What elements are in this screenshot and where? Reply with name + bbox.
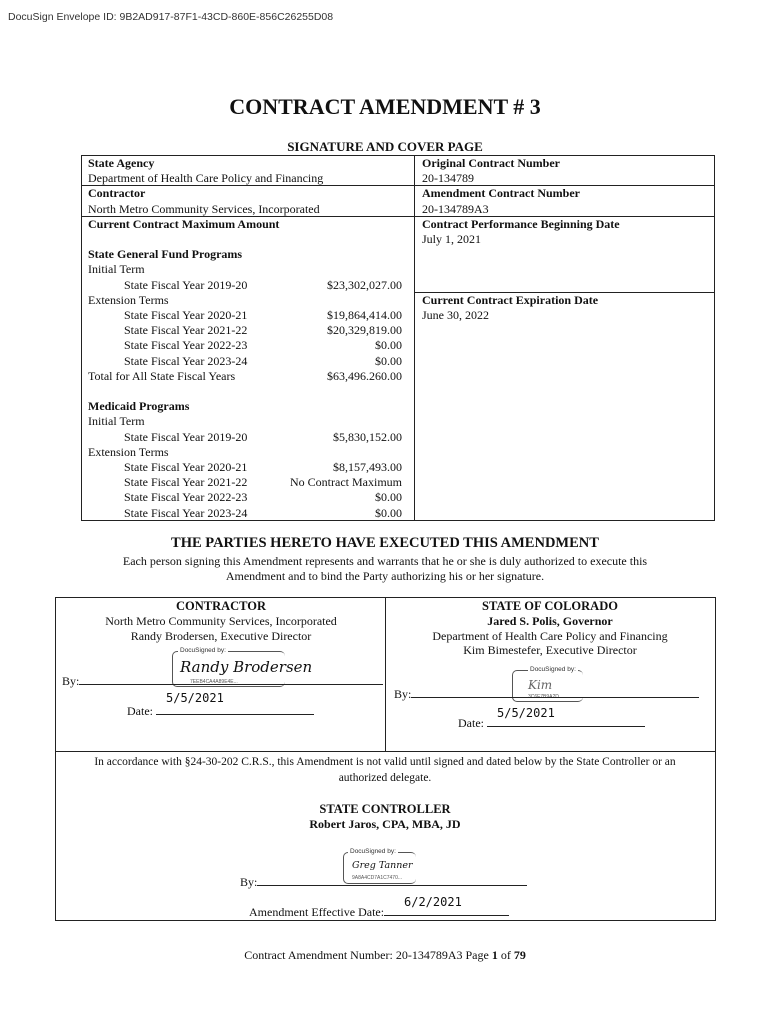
controller-date-value: 6/2/2021	[404, 895, 462, 909]
general-fund-extension-fiscal-year-label: State Fiscal Year 2021-22	[124, 323, 248, 338]
contractor-label: Contractor	[88, 186, 146, 201]
general-fund-initial-row	[88, 278, 408, 293]
document-title: CONTRACT AMENDMENT # 3	[229, 94, 541, 119]
general-fund-extension-row	[88, 354, 408, 369]
state-heading: STATE OF COLORADO	[482, 599, 618, 613]
amendment-number-label: Amendment Contract Number	[422, 186, 580, 201]
cover-right-column	[422, 156, 707, 247]
contractor-signer: Randy Brodersen, Executive Director	[130, 629, 312, 643]
medicaid-initial-row	[88, 430, 408, 445]
medicaid-initial-term: Initial Term	[88, 414, 145, 429]
parties-heading: THE PARTIES HERETO HAVE EXECUTED THIS AMENDMENT	[171, 535, 599, 551]
general-fund-initial-amount: $23,302,027.00	[327, 277, 402, 292]
general-fund-extension-amount: $19,864,414.00	[327, 308, 402, 323]
state-department: Department of Health Care Policy and Financing	[432, 629, 668, 643]
document-subtitle: SIGNATURE AND COVER PAGE	[287, 139, 483, 154]
medicaid-extension-fiscal-year-label: State Fiscal Year 2022-23	[124, 490, 248, 505]
contractor-value: North Metro Community Services, Incorporated	[88, 201, 320, 216]
original-number-value: 20-134789	[422, 171, 474, 186]
medicaid-initial-amount: $5,830,152.00	[333, 429, 402, 444]
general-fund-extension-fiscal-year-label: State Fiscal Year 2020-21	[124, 308, 248, 323]
medicaid-heading: Medicaid Programs	[88, 399, 190, 414]
contractor-date-line	[127, 704, 314, 719]
general-fund-initial-fiscal-year-label: State Fiscal Year 2019-20	[124, 277, 248, 292]
begin-date-value: July 1, 2021	[422, 232, 482, 247]
state-agency-label: State Agency	[88, 156, 155, 170]
state-by-line	[394, 687, 699, 702]
controller-notice-line2: authorized delegate.	[338, 772, 432, 784]
contractor-signature-id: 7EEB4CA4A89E4E...	[190, 679, 238, 685]
contractor-signature: Randy Brodersen	[180, 658, 313, 676]
medicaid-extension-row	[88, 490, 408, 505]
general-fund-total-value: $63,496.260.00	[327, 368, 402, 383]
max-amount-label: Current Contract Maximum Amount	[88, 216, 280, 231]
medicaid-initial-fiscal-year-label: State Fiscal Year 2019-20	[124, 429, 248, 444]
general-fund-extension-amount: $0.00	[375, 353, 402, 368]
parties-statement-line2: Amendment and to bind the Party authorizing his or her signature.	[225, 569, 545, 583]
contractor-name: North Metro Community Services, Incorporated	[105, 614, 337, 628]
controller-date-label: Amendment Effective Date:	[249, 905, 385, 919]
controller-name: Robert Jaros, CPA, MBA, JD	[309, 817, 461, 831]
controller-date-line	[249, 905, 509, 920]
general-fund-extension-amount: $20,329,819.00	[327, 323, 402, 338]
state-date-line	[458, 716, 645, 731]
page-footer	[0, 948, 770, 963]
general-fund-heading: State General Fund Programs	[88, 247, 243, 262]
state-by-label: By:	[394, 687, 412, 701]
general-fund-initial-term: Initial Term	[88, 262, 145, 277]
state-signer: Kim Bimestefer, Executive Director	[463, 643, 637, 657]
begin-date-label: Contract Performance Beginning Date	[422, 216, 620, 231]
expiration-date-label: Current Contract Expiration Date	[422, 293, 599, 307]
amendment-number-value: 20-134789A3	[422, 201, 489, 216]
medicaid-extension-fiscal-year-label: State Fiscal Year 2023-24	[124, 505, 248, 520]
contractor-by-label: By:	[62, 674, 80, 688]
contractor-by-line	[62, 674, 383, 689]
state-governor: Jared S. Polis, Governor	[487, 614, 613, 628]
controller-by-label: By:	[240, 875, 258, 889]
general-fund-extension-amount: $0.00	[375, 338, 402, 353]
state-agency-value: Department of Health Care Policy and Financing	[88, 171, 324, 186]
state-signature: Kim	[528, 678, 553, 692]
medicaid-extension-row	[88, 506, 408, 521]
cover-left-column	[88, 156, 408, 521]
state-date-label: Date:	[458, 716, 484, 730]
expiration-date-value: June 30, 2022	[422, 308, 489, 323]
medicaid-extension-fiscal-year-label: State Fiscal Year 2020-21	[124, 459, 248, 474]
footer-page-total: 79	[513, 948, 526, 962]
controller-signature: Greg Tanner	[352, 860, 413, 871]
medicaid-extension-row	[88, 475, 408, 490]
footer-of: of	[497, 948, 514, 962]
general-fund-extension-row	[88, 338, 408, 353]
general-fund-total-label: Total for All State Fiscal Years	[88, 368, 236, 383]
medicaid-extension-row	[88, 460, 408, 475]
contractor-heading: CONTRACTOR	[175, 599, 267, 613]
general-fund-extension-terms: Extension Terms	[88, 292, 169, 307]
general-fund-extension-row	[88, 323, 408, 338]
medicaid-extension-amount: $0.00	[375, 505, 402, 520]
contractor-date-label: Date:	[127, 704, 153, 718]
state-docusigned-label: DocuSigned by:	[530, 666, 576, 673]
state-date-value: 5/5/2021	[497, 706, 555, 720]
medicaid-extension-amount: $0.00	[375, 490, 402, 505]
medicaid-extension-fiscal-year-label: State Fiscal Year 2021-22	[124, 475, 248, 490]
controller-by-line	[240, 875, 527, 890]
footer-page-number: 1	[491, 948, 498, 962]
controller-notice-line1: In accordance with §24-30-202 C.R.S., this Amendment is not valid until signed and dated below by the State Controller or an	[94, 756, 676, 768]
medicaid-extension-amount: No Contract Maximum	[290, 475, 402, 490]
medicaid-extension-amount: $8,157,493.00	[333, 459, 402, 474]
medicaid-extension-terms: Extension Terms	[88, 444, 169, 459]
contractor-date-value: 5/5/2021	[166, 691, 224, 705]
parties-statement-line1: Each person signing this Amendment represents and warrants that he or she is duly authorized to execute this	[122, 554, 648, 568]
general-fund-extension-fiscal-year-label: State Fiscal Year 2022-23	[124, 338, 248, 353]
footer-text: Contract Amendment Number: 20-134789A3 Page	[244, 948, 492, 962]
controller-docusigned-label: DocuSigned by:	[350, 848, 396, 855]
contractor-docusigned-label: DocuSigned by:	[180, 647, 226, 654]
original-number-label: Original Contract Number	[422, 156, 560, 170]
controller-heading: STATE CONTROLLER	[319, 802, 451, 816]
general-fund-total-row	[88, 369, 408, 384]
docusign-envelope-id: DocuSign Envelope ID: 9B2AD917-87F1-43CD-860E-856C26255D08	[8, 11, 334, 23]
controller-signature-id: 9A8A4CD7A1C7470...	[352, 875, 403, 881]
general-fund-extension-fiscal-year-label: State Fiscal Year 2023-24	[124, 353, 248, 368]
general-fund-extension-row	[88, 308, 408, 323]
state-signature-id: 3C6F7B9A2D...	[528, 694, 564, 700]
